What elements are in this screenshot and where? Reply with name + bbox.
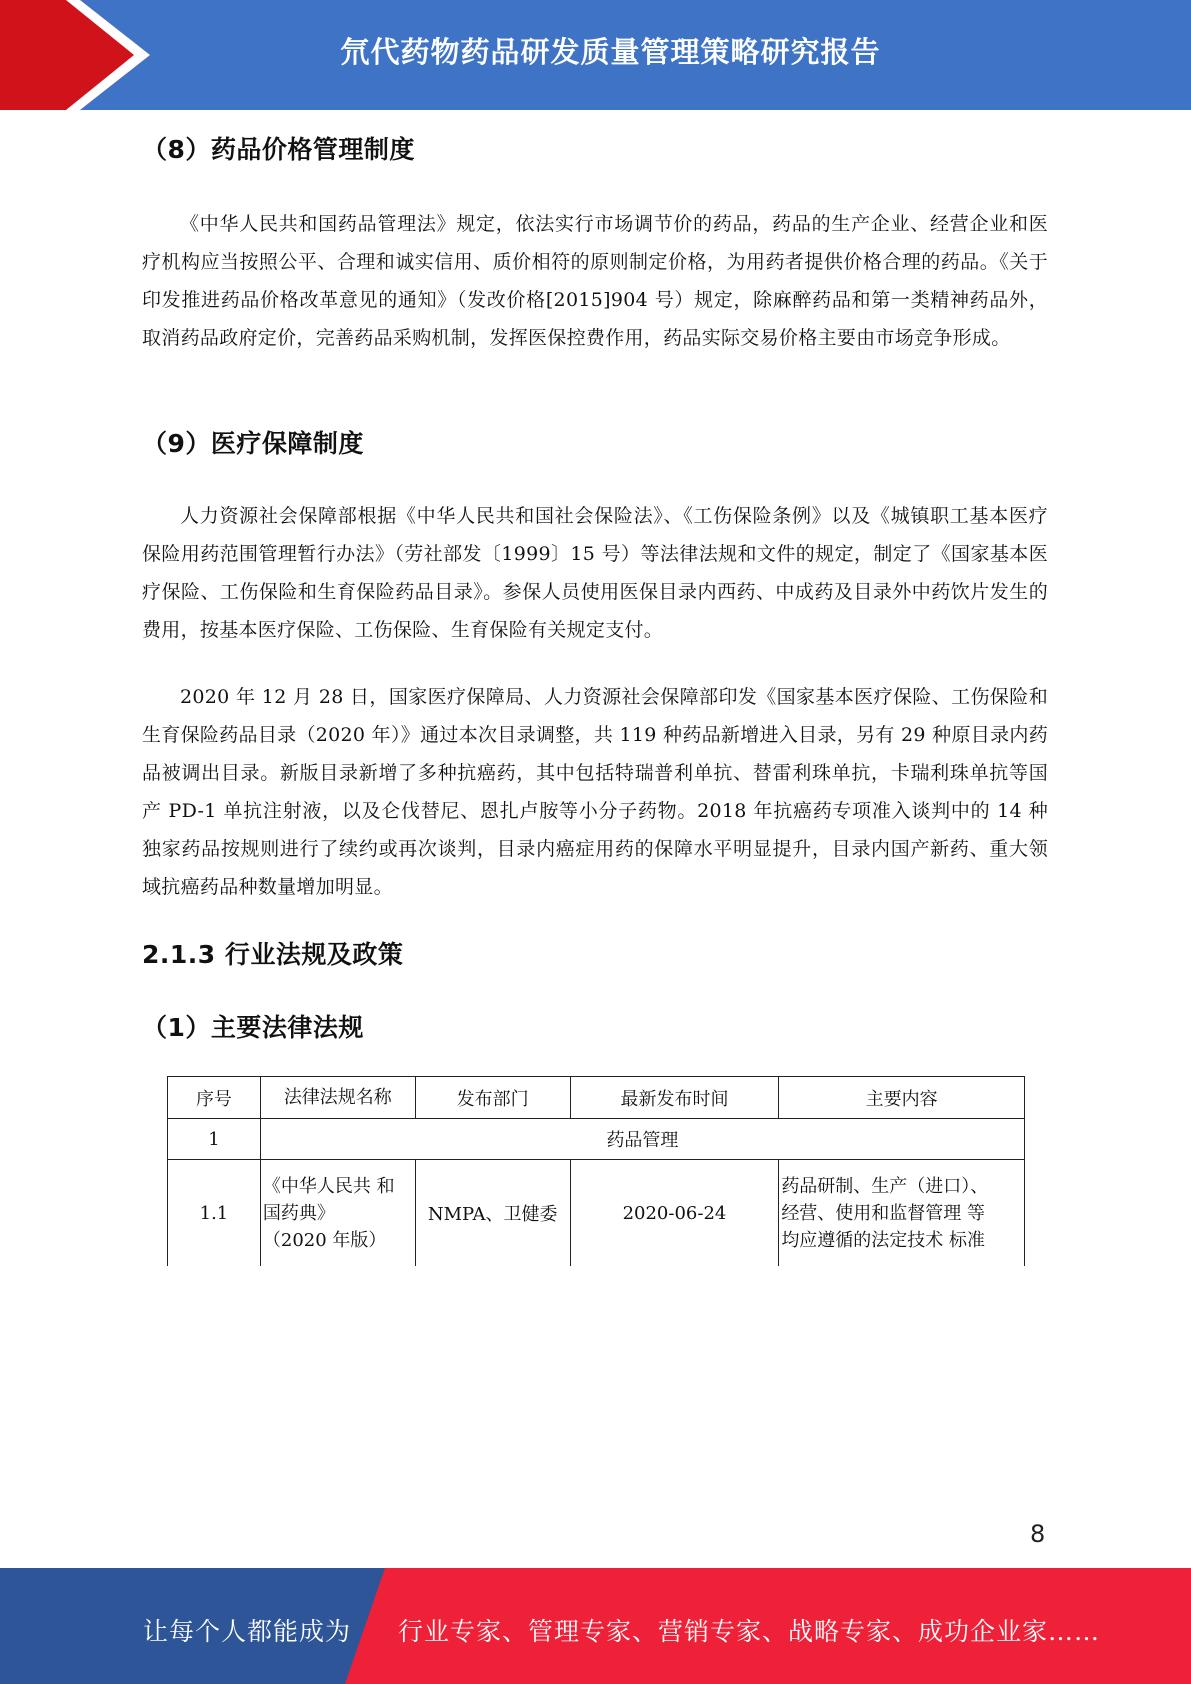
paragraph-medical-security-1: 人力资源社会保障部根据《中华人民共和国社会保险法》、《工伤保险条例》以及《城镇职工基本医疗保险用药范围管理暂行办法》（劳社部发〔1999〕15 号）等法律法规和文件的规定，制定了《国家基本医疗保险、工伤保险和生育保险药品目录》。参保人员使用医保目录内西药、中成药及目录外中药饮片发生的费用，按基本医疗保险、工伤保险、生育保险有关规定支付。 xyxy=(142,505,1048,641)
table-cell-content xyxy=(779,1160,1025,1267)
table-header-content: 主要内容 xyxy=(779,1077,1025,1119)
table-row xyxy=(168,1119,1025,1160)
section-heading-industry-regulations: 2.1.3 行业法规及政策 xyxy=(142,940,404,969)
table-header-row xyxy=(168,1077,1025,1119)
page-header xyxy=(0,0,1191,110)
table-cell-name xyxy=(260,1160,415,1267)
table-header-dept: 发布部门 xyxy=(415,1077,570,1119)
table-row xyxy=(168,1160,1025,1267)
table-cell-group-label: 药品管理 xyxy=(260,1119,1024,1160)
section-heading-medical-security: （9）医疗保障制度 xyxy=(142,429,364,458)
laws-table xyxy=(167,1076,1025,1266)
footer-slogan-right: 行业专家、管理专家、营销专家、战略专家、成功企业家…… xyxy=(398,1617,1101,1646)
header-title: 氘代药物药品研发质量管理策略研究报告 xyxy=(340,35,881,69)
table-cell-dept: NMPA、卫健委 xyxy=(415,1160,570,1267)
table-cell-content-line: 药品研制、生产（进口）、 xyxy=(781,1175,989,1197)
paragraph-price-management: 《中华人民共和国药品管理法》规定，依法实行市场调节价的药品，药品的生产企业、经营企业和医疗机构应当按照公平、合理和诚实信用、质价相符的原则制定价格，为用药者提供价格合理的药品。《关于印发推进药品价格改革意见的通知》（发改价格[2015]904 号）规定，除麻醉药品和第一类精神药品外，取消药品政府定价，完善药品采购机制，发挥医保控费作用，药品实际交易价格主要由市场竞争形成。 xyxy=(142,213,1048,349)
table-header-date: 最新发布时间 xyxy=(570,1077,779,1119)
page-footer xyxy=(0,1568,1191,1684)
table-cell-date: 2020-06-24 xyxy=(570,1160,779,1267)
table-cell-name-line: （2020 年版） xyxy=(262,1229,387,1251)
table-cell-name-line: 《中华人民共 和 xyxy=(262,1175,395,1197)
table-header-name: 法律法规名称 xyxy=(260,1077,415,1119)
section-heading-main-laws: （1）主要法律法规 xyxy=(142,1013,364,1042)
table-cell-content-line: 经营、使用和监督管理 等 xyxy=(781,1202,986,1224)
footer-slogan-left: 让每个人都能成为 xyxy=(143,1617,352,1646)
page-number: 8 xyxy=(1030,1520,1046,1548)
table-cell-name-line: 国药典》 xyxy=(262,1202,335,1224)
section-heading-price-management: （8）药品价格管理制度 xyxy=(142,135,415,164)
table-cell-no: 1.1 xyxy=(168,1160,261,1267)
table-cell-no: 1 xyxy=(168,1119,261,1160)
table-cell-content-line: 均应遵循的法定技术 标准 xyxy=(781,1229,986,1251)
table-header-no: 序号 xyxy=(168,1077,261,1119)
paragraph-medical-security-2: 2020 年 12 月 28 日，国家医疗保障局、人力资源社会保障部印发《国家基本医疗保险、工伤保险和生育保险药品目录（2020 年）》通过本次目录调整，共 119 种药品新增进入目录，另有 29 种原目录内药品被调出目录。新版目录新增了多种抗癌药，其中包括特瑞普利单抗、替雷利珠单抗，卡瑞利珠单抗等国产 PD-1 单抗注射液，以及仑伐替尼、恩扎卢胺等小分子药物。2018 年抗癌药专项准入谈判中的 14 种独家药品按规则进行了续约或再次谈判，目录内癌症用药的保障水平明显提升，目录内国产新药、重大领域抗癌药品种数量增加明显。 xyxy=(142,686,1048,898)
